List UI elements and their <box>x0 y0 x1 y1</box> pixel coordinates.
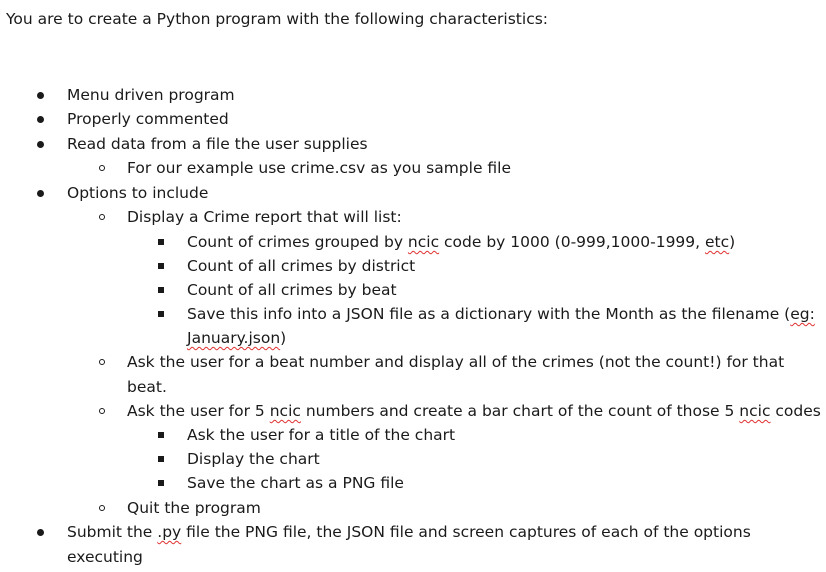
spellcheck-word: etc <box>705 233 730 251</box>
spellcheck-word: January.json <box>187 329 281 347</box>
bullet-square-icon <box>158 456 164 462</box>
text-segment: Ask the user for 5 <box>127 402 270 420</box>
text-segment: numbers and create a bar chart of the count of those 5 <box>300 402 740 420</box>
item-save-json <box>187 304 815 324</box>
bullet-disc-icon <box>37 529 44 536</box>
bullet-circle-icon <box>99 408 105 414</box>
text-segment: Count of crimes grouped by <box>187 233 408 251</box>
spellcheck-word: .py <box>157 523 182 541</box>
bullet-disc-icon <box>37 141 44 148</box>
item-sample-file: For our example use crime.csv as you sample file <box>127 159 512 177</box>
intro-text: You are to create a Python program with the following characteristics: <box>6 10 549 28</box>
item-chart-display: Display the chart <box>187 450 320 468</box>
text-segment: ) <box>729 233 736 251</box>
item-submit-continued: executing <box>67 548 143 566</box>
bullet-circle-icon <box>99 165 105 171</box>
item-crime-report: Display a Crime report that will list: <box>127 208 402 226</box>
text-segment: Save this info into a JSON file as a dictionary with the Month as the filename ( <box>187 305 791 323</box>
item-count-ncic <box>187 232 735 252</box>
item-chart-title: Ask the user for a title of the chart <box>187 426 456 444</box>
item-quit: Quit the program <box>127 499 261 517</box>
bullet-disc-icon <box>37 190 44 197</box>
text-segment: Submit the <box>67 523 158 541</box>
bullet-circle-icon <box>99 214 105 220</box>
spellcheck-word: ncic <box>739 402 771 420</box>
bullet-circle-icon <box>99 359 105 365</box>
item-beat-query: Ask the user for a beat number and display all of the crimes (not the count!) for that <box>127 353 785 371</box>
item-submit <box>67 522 751 542</box>
text-segment: file the PNG file, the JSON file and screen captures of each of the options <box>181 523 751 541</box>
item-properly-commented: Properly commented <box>67 110 229 128</box>
bullet-square-icon <box>158 239 164 245</box>
bullet-square-icon <box>158 432 164 438</box>
item-save-json-continued <box>187 328 286 348</box>
item-read-data: Read data from a file the user supplies <box>67 135 368 153</box>
bullet-circle-icon <box>99 505 105 511</box>
item-chart-save: Save the chart as a PNG file <box>187 474 404 492</box>
bullet-square-icon <box>158 263 164 269</box>
item-count-beat: Count of all crimes by beat <box>187 281 397 299</box>
spellcheck-word: eg: <box>790 305 815 323</box>
bullet-square-icon <box>158 480 164 486</box>
bullet-disc-icon <box>37 92 44 99</box>
item-count-district: Count of all crimes by district <box>187 257 416 275</box>
item-menu-driven: Menu driven program <box>67 86 235 104</box>
bullet-square-icon <box>158 287 164 293</box>
text-segment: code by 1000 (0-999,1000-1999, <box>439 233 706 251</box>
bullet-square-icon <box>158 311 164 317</box>
text-segment: codes <box>770 402 821 420</box>
item-beat-query-continued: beat. <box>127 378 167 396</box>
bullet-disc-icon <box>37 116 44 123</box>
text-segment: ) <box>280 329 287 347</box>
item-ncic-chart <box>127 401 821 421</box>
spellcheck-word: ncic <box>407 233 440 251</box>
item-options: Options to include <box>67 184 209 202</box>
spellcheck-word: ncic <box>269 402 301 420</box>
